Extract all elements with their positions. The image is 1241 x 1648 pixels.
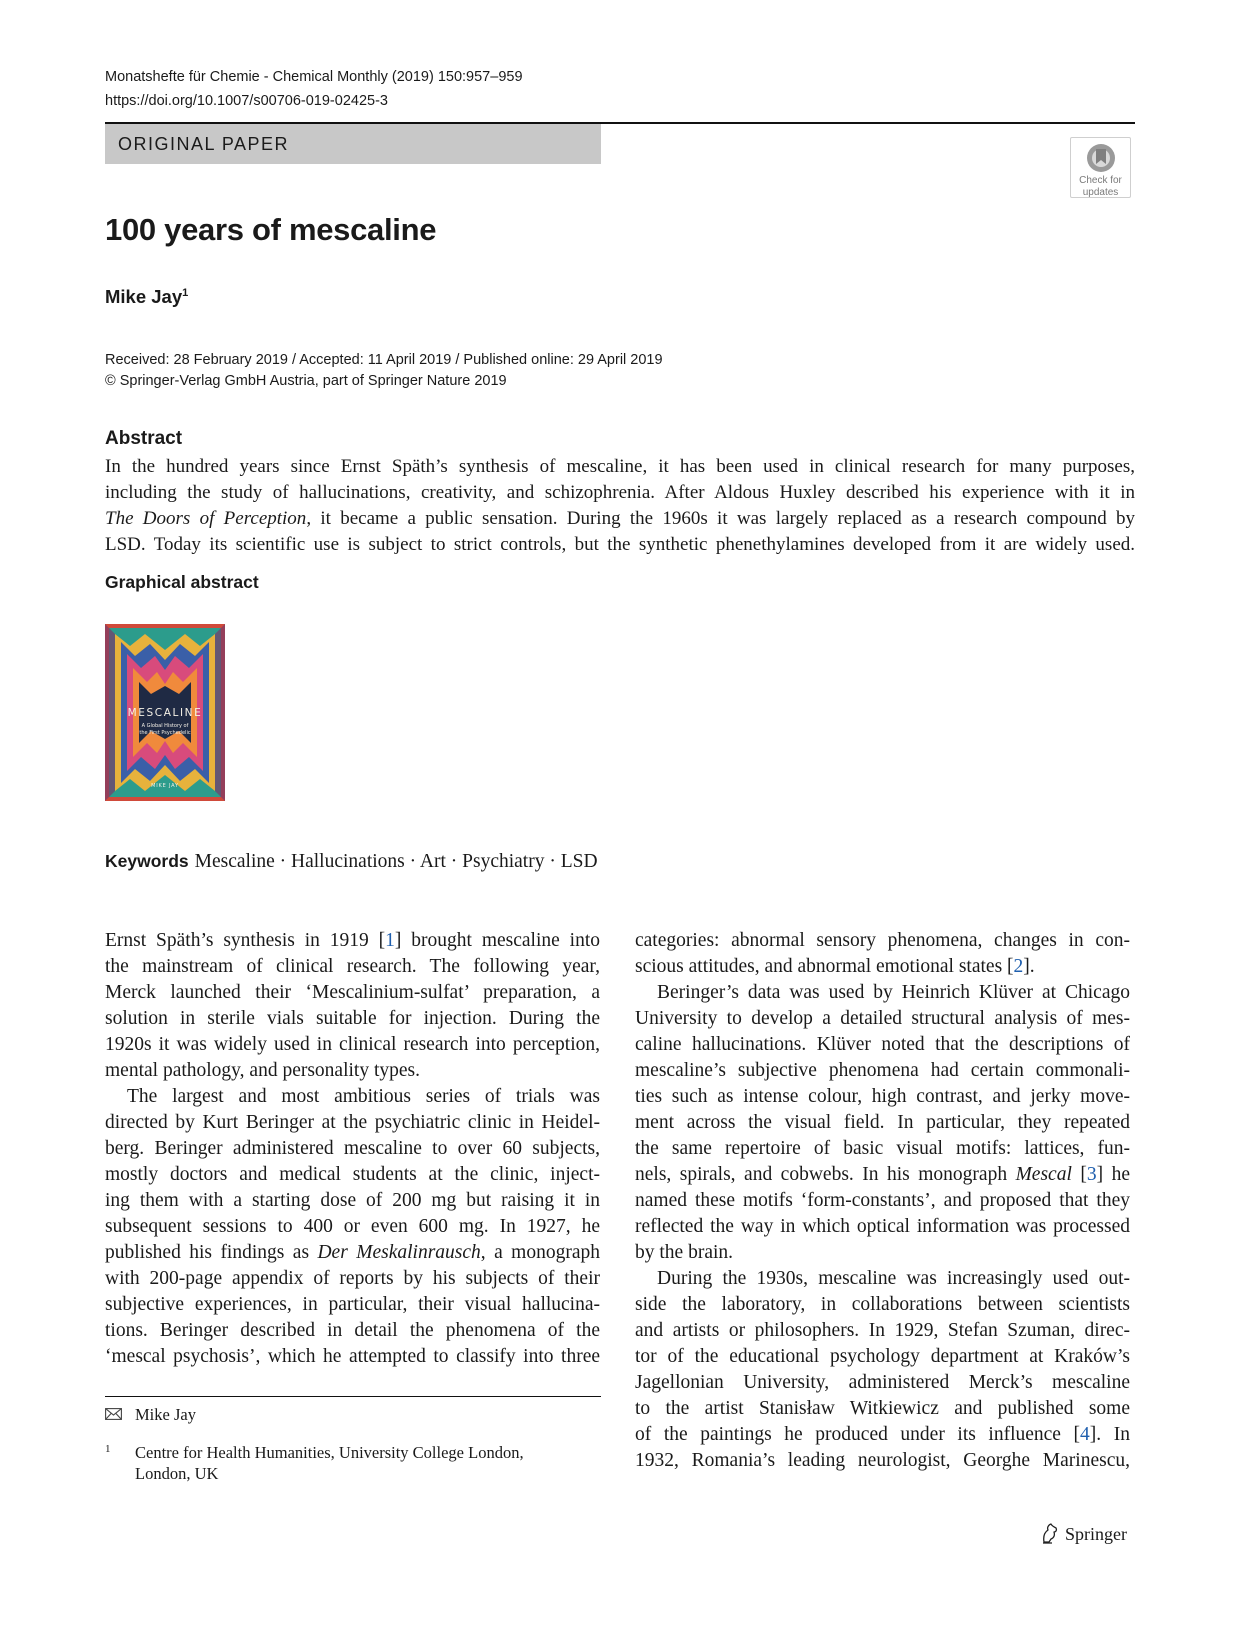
body-line: ment across the visual field. In particular, they repeated	[635, 1112, 1130, 1133]
corresponding-author[interactable]: Mike Jay	[135, 1405, 196, 1424]
abstract-heading: Abstract	[105, 428, 183, 449]
body-line: published his findings as Der Meskalinrausch, a monograph	[105, 1242, 601, 1263]
badge-label-check: Check for	[1079, 175, 1122, 186]
body-line: 1932, Romania’s leading neurologist, Georghe Marinescu,	[635, 1450, 1130, 1471]
contact-footnote	[105, 1404, 601, 1425]
cover-subtitle: A Global History of	[141, 723, 189, 729]
cover-subtitle: the First Psychedelic	[139, 730, 191, 736]
body-line: to the artist Stanisław Witkiewicz and published some	[635, 1398, 1130, 1419]
badge-label-updates: updates	[1082, 187, 1119, 198]
journal-citation: Monatshefte für Chemie - Chemical Monthly (2019) 150:957–959	[105, 69, 523, 85]
body-line: ing them with a starting dose of 200 mg but raising it in	[105, 1190, 600, 1211]
paper-title: 100 years of mescaline	[105, 212, 437, 247]
body-line: 1920s it was widely used in clinical research into perception,	[105, 1034, 600, 1055]
body-line: by the brain.	[635, 1242, 734, 1263]
body-line: with 200-page appendix of reports by his subjects of their	[105, 1268, 600, 1289]
body-line: directed by Kurt Beringer at the psychiatric clinic in Heidel-	[105, 1112, 600, 1133]
body-line: Beringer’s data was used by Heinrich Klüver at Chicago	[657, 982, 1130, 1003]
body-line: of the paintings he produced under its influence [4]. In	[635, 1424, 1130, 1445]
body-line: tor of the educational psychology department at Kraków’s	[635, 1346, 1130, 1367]
body-line: and artists or philosophers. In 1929, Stefan Szuman, direc-	[635, 1320, 1130, 1341]
body-right-column	[635, 928, 1130, 1474]
body-line: named these motifs ‘form-constants’, and proposed that they	[635, 1190, 1130, 1211]
body-line: solution in sterile vials suitable for injection. During the	[105, 1008, 600, 1029]
graphical-abstract-heading: Graphical abstract	[105, 572, 259, 592]
body-line: University to develop a detailed structural analysis of mes-	[635, 1008, 1130, 1029]
publisher-footer	[1040, 1522, 1127, 1545]
body-line: tions. Beringer described in detail the phenomena of the	[105, 1320, 600, 1341]
book-title-italic: Der Meskalinrausch	[317, 1242, 481, 1263]
author-affiliation-mark: 1	[182, 286, 189, 299]
affiliation-line: Centre for Health Humanities, University College London,	[135, 1443, 524, 1462]
body-line: Merck launched their ‘Mescalinium-sulfat’ preparation, a	[105, 982, 600, 1003]
journal-header	[105, 65, 523, 113]
body-line: berg. Beringer administered mescaline to over 60 subjects,	[105, 1138, 600, 1159]
graphical-abstract-book-cover[interactable]	[105, 624, 225, 801]
abstract-line: LSD. Today its scientific use is subject to strict controls, but the synthetic phenethylamines developed from it are widely used.	[105, 534, 1135, 555]
body-line: The largest and most ambitious series of trials was	[127, 1086, 600, 1107]
cover-title: MESCALINE	[127, 707, 203, 719]
bookmark-icon	[1084, 142, 1118, 174]
affiliation-footnote	[105, 1442, 601, 1484]
citation-link-1[interactable]: 1	[385, 930, 395, 951]
publisher-name: Springer	[1065, 1524, 1127, 1544]
history-dates: Received: 28 February 2019 / Accepted: 11 April 2019 / Published online: 29 April 2019	[105, 352, 663, 368]
body-line: ‘mescal psychosis’, which he attempted to classify into three	[105, 1346, 600, 1367]
citation-link-3[interactable]: 3	[1086, 1164, 1097, 1185]
abstract-line: In the hundred years since Ernst Späth’s synthesis of mescaline, it has been used in clinical research for many purposes,	[105, 456, 1135, 477]
body-line: side the laboratory, in collaborations between scientists	[635, 1294, 1130, 1315]
abstract-line: including the study of hallucinations, creativity, and schizophrenia. After Aldous Huxley described his experience with it in	[105, 482, 1135, 503]
body-line: the same repertoire of basic visual motifs: lattices, fun-	[635, 1138, 1130, 1159]
body-line: ties such as intense colour, high contrast, and jerky move-	[635, 1086, 1130, 1107]
cover-author: MIKE JAY	[151, 783, 179, 789]
abstract-text	[105, 454, 1135, 558]
body-line: nels, spirals, and cobwebs. In his monograph Mescal [3] he	[635, 1164, 1130, 1185]
footnote-rule	[105, 1396, 601, 1397]
body-line: Ernst Späth’s synthesis in 1919 [1] brought mescaline into	[105, 930, 600, 951]
citation-link-2[interactable]: 2	[1013, 956, 1024, 977]
footnotes	[105, 1404, 601, 1484]
keywords-list: Mescaline · Hallucinations · Art · Psychiatry · LSD	[194, 851, 598, 872]
envelope-icon	[105, 1408, 122, 1420]
body-line: categories: abnormal sensory phenomena, changes in con-	[635, 930, 1130, 951]
body-line: subsequent sessions to 400 or even 600 mg. In 1927, he	[105, 1216, 600, 1237]
abstract-line: The Doors of Perception, it became a public sensation. During the 1960s it was largely replaced as a research compound by	[105, 508, 1135, 529]
paper-type-banner: ORIGINAL PAPER	[105, 124, 601, 164]
check-for-updates-badge[interactable]	[1070, 137, 1131, 198]
book-cover-art	[105, 624, 225, 801]
affiliation-line: London, UK	[135, 1464, 219, 1483]
publication-dates	[105, 350, 663, 392]
body-line: scious attitudes, and abnormal emotional states [2].	[635, 956, 1035, 977]
body-line: caline hallucinations. Klüver noted that the descriptions of	[635, 1034, 1130, 1055]
body-line: the mainstream of clinical research. The following year,	[105, 956, 600, 977]
body-line: mescaline’s subjective phenomena had certain commonali-	[635, 1060, 1130, 1081]
body-line: subjective experiences, in particular, their visual hallucina-	[105, 1294, 600, 1315]
copyright-line: © Springer-Verlag GmbH Austria, part of Springer Nature 2019	[105, 373, 507, 389]
doi-link[interactable]: https://doi.org/10.1007/s00706-019-02425-3	[105, 93, 388, 109]
author-line	[105, 286, 188, 308]
keywords-line	[105, 851, 598, 873]
affiliation-mark: 1	[105, 1443, 111, 1455]
body-line: During the 1930s, mescaline was increasingly used out-	[657, 1268, 1130, 1289]
springer-horse-icon	[1040, 1522, 1060, 1544]
keywords-label: Keywords	[105, 851, 189, 871]
body-line: Jagellonian University, administered Merck’s mescaline	[635, 1372, 1130, 1393]
body-line: reflected the way in which optical information was processed	[635, 1216, 1130, 1237]
body-line: mostly doctors and medical students at the clinic, inject-	[105, 1164, 600, 1185]
body-line: mental pathology, and personality types.	[105, 1060, 420, 1081]
author-name[interactable]: Mike Jay	[105, 286, 183, 307]
book-title-italic: Mescal	[1015, 1164, 1072, 1185]
citation-link-4[interactable]: 4	[1080, 1424, 1090, 1445]
book-title-italic: The Doors of Perception	[105, 508, 307, 529]
body-left-column	[105, 928, 600, 1370]
